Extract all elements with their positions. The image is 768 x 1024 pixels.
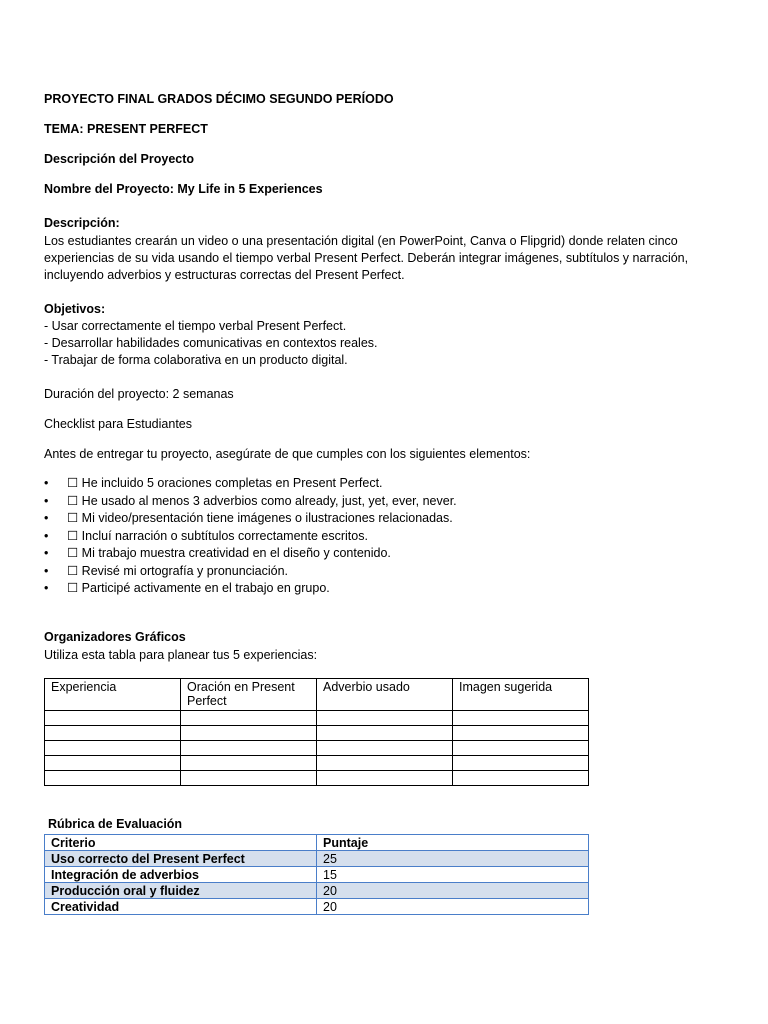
table-cell bbox=[453, 741, 589, 756]
table-header-cell: Experiencia bbox=[45, 679, 181, 711]
checklist-item-text: ☐ Participé activamente en el trabajo en grupo. bbox=[67, 581, 330, 595]
bullet-icon: • bbox=[44, 493, 49, 508]
score-cell: 20 bbox=[317, 883, 589, 899]
table-row bbox=[45, 899, 589, 915]
table-header-row bbox=[45, 835, 589, 851]
table-header-row bbox=[45, 679, 589, 711]
table-cell bbox=[453, 771, 589, 786]
table-cell bbox=[317, 711, 453, 726]
bullet-icon: • bbox=[44, 563, 49, 578]
topic-heading: TEMA: PRESENT PERFECT bbox=[44, 122, 208, 136]
checklist-heading: Checklist para Estudiantes bbox=[44, 417, 192, 431]
table-cell bbox=[181, 771, 317, 786]
score-cell: 20 bbox=[317, 899, 589, 915]
table-row bbox=[45, 883, 589, 899]
objective-item: - Trabajar de forma colaborativa en un producto digital. bbox=[44, 353, 348, 367]
description-line: incluyendo adverbios y estructuras correctas del Present Perfect. bbox=[44, 268, 405, 282]
criterion-cell: Producción oral y fluidez bbox=[45, 883, 317, 899]
table-cell bbox=[317, 771, 453, 786]
table-cell bbox=[181, 741, 317, 756]
table-cell bbox=[45, 741, 181, 756]
duration-text: Duración del proyecto: 2 semanas bbox=[44, 387, 234, 401]
project-description-heading: Descripción del Proyecto bbox=[44, 152, 195, 166]
criterion-cell: Integración de adverbios bbox=[45, 867, 317, 883]
objective-item: - Usar correctamente el tiempo verbal Present Perfect. bbox=[44, 319, 347, 333]
checklist-intro: Antes de entregar tu proyecto, asegúrate de que cumples con los siguientes elementos: bbox=[44, 447, 531, 461]
table-row bbox=[45, 726, 589, 741]
criterion-cell: Uso correcto del Present Perfect bbox=[45, 851, 317, 867]
bullet-icon: • bbox=[44, 546, 49, 560]
score-cell: 15 bbox=[317, 867, 589, 883]
criterion-cell: Creatividad bbox=[45, 899, 317, 915]
checklist-item-text: ☐ Incluí narración o subtítulos correctamente escritos. bbox=[67, 528, 368, 543]
table-cell bbox=[45, 771, 181, 786]
checklist-item-text: ☐ Mi trabajo muestra creatividad en el diseño y contenido. bbox=[67, 546, 391, 560]
bullet-icon: • bbox=[44, 528, 49, 543]
table-row bbox=[45, 711, 589, 726]
table-cell bbox=[453, 756, 589, 771]
table-header-cell: Adverbio usado bbox=[317, 679, 453, 711]
document-title: PROYECTO FINAL GRADOS DÉCIMO SEGUNDO PERÍODO bbox=[44, 92, 394, 106]
description-line: experiencias de su vida usando el tiempo verbal Present Perfect. Deberán integrar imágenes, subtítulos y narración, bbox=[44, 251, 689, 265]
checklist-item-text: ☐ He usado al menos 3 adverbios como already, just, yet, ever, never. bbox=[67, 493, 457, 508]
objectives-heading: Objetivos: bbox=[44, 302, 106, 316]
table-row bbox=[45, 851, 589, 867]
description-heading: Descripción: bbox=[44, 216, 120, 230]
table-row bbox=[45, 867, 589, 883]
table-header-cell: Oración en Present Perfect bbox=[181, 679, 317, 711]
bullet-icon: • bbox=[44, 511, 49, 525]
table-header-cell: Criterio bbox=[45, 835, 317, 851]
rubric-table bbox=[44, 834, 589, 915]
table-cell bbox=[45, 756, 181, 771]
description-line: Los estudiantes crearán un video o una presentación digital (en PowerPoint, Canva o Flipgrid) donde relaten cinco bbox=[44, 234, 678, 248]
checklist-item-text: ☐ Mi video/presentación tiene imágenes o ilustraciones relacionadas. bbox=[67, 511, 453, 525]
score-cell: 25 bbox=[317, 851, 589, 867]
checklist-item bbox=[44, 475, 457, 493]
organizers-intro: Utiliza esta tabla para planear tus 5 experiencias: bbox=[44, 648, 318, 662]
bullet-icon: • bbox=[44, 581, 49, 595]
checklist-item bbox=[44, 545, 457, 563]
table-cell bbox=[181, 726, 317, 741]
table-cell bbox=[181, 711, 317, 726]
table-cell bbox=[317, 741, 453, 756]
table-cell bbox=[45, 726, 181, 741]
checklist-item bbox=[44, 563, 457, 581]
checklist-item bbox=[44, 510, 457, 528]
table-cell bbox=[45, 711, 181, 726]
bullet-icon: • bbox=[44, 476, 49, 490]
table-cell bbox=[317, 756, 453, 771]
project-name: Nombre del Proyecto: My Life in 5 Experiences bbox=[44, 182, 323, 196]
table-header-cell: Puntaje bbox=[317, 835, 589, 851]
checklist-item-text: ☐ He incluido 5 oraciones completas en Present Perfect. bbox=[67, 476, 383, 490]
checklist-item-text: ☐ Revisé mi ortografía y pronunciación. bbox=[67, 563, 289, 578]
table-row bbox=[45, 756, 589, 771]
checklist bbox=[44, 475, 457, 598]
organizer-table bbox=[44, 678, 589, 786]
table-cell bbox=[181, 756, 317, 771]
checklist-item bbox=[44, 493, 457, 511]
table-cell bbox=[453, 711, 589, 726]
table-row bbox=[45, 771, 589, 786]
checklist-item bbox=[44, 580, 457, 598]
table-header-cell: Imagen sugerida bbox=[453, 679, 589, 711]
rubric-heading: Rúbrica de Evaluación bbox=[48, 817, 183, 831]
organizers-heading: Organizadores Gráficos bbox=[44, 630, 186, 644]
checklist-item bbox=[44, 528, 457, 546]
table-cell bbox=[453, 726, 589, 741]
objective-item: - Desarrollar habilidades comunicativas en contextos reales. bbox=[44, 336, 378, 350]
table-cell bbox=[317, 726, 453, 741]
table-row bbox=[45, 741, 589, 756]
